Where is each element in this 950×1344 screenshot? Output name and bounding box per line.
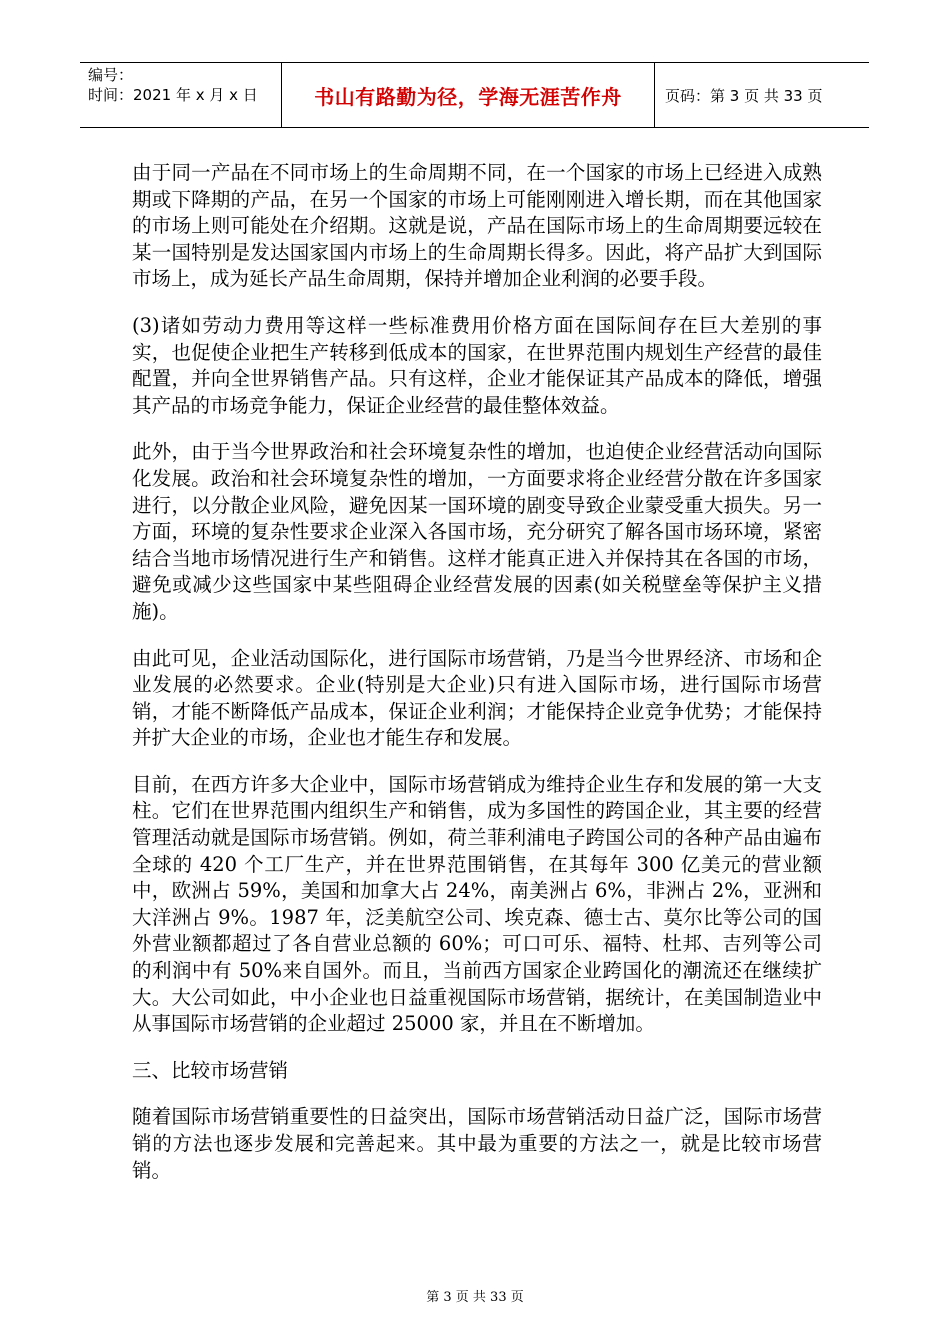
paragraph-6: 随着国际市场营销重要性的日益突出，国际市场营销活动日益广泛，国际市场营销的方法也逐步发展和完善起来。其中最为重要的方法之一，就是比较市场营销。 (132, 1105, 822, 1182)
date-label: 时间：2021 年 x 月 x 日 (88, 86, 258, 104)
page-header (80, 62, 869, 128)
header-meta (80, 63, 282, 127)
paragraph-1: 由于同一产品在不同市场上的生命周期不同，在一个国家的市场上已经进入成熟期或下降期的产品，在另一个国家的市场上可能刚刚进入增长期，而在其他国家的市场上则可能处在介绍期。这就是说，产品在国际市场上的生命周期要远较在某一国特别是发达国家国内市场上的生命周期长得多。因此，将产品扩大到国际市场上，成为延长产品生命周期，保持并增加企业利润的必要手段。 (132, 161, 822, 291)
header-page-label: 页码：第 3 页 共 33 页 (665, 86, 823, 105)
paragraph-2: (3)诸如劳动力费用等这样一些标准费用价格方面在国际间存在巨大差别的事实，也促使企业把生产转移到低成本的国家，在世界范围内规划生产经营的最佳配置，并向全世界销售产品。只有这样，企业才能保证其产品成本的降低，增强其产品的市场竞争能力，保证企业经营的最佳整体效益。 (132, 313, 822, 417)
paragraph-5: 目前，在西方许多大企业中，国际市场营销成为维持企业生存和发展的第一大支柱。它们在世界范围内组织生产和销售，成为多国性的跨国企业，其主要的经营管理活动就是国际市场营销。例如，荷兰菲利浦电子跨国公司的各种产品由遍布全球的 420 个工厂生产，并在世界范围销售，在其每年 300 亿美元的营业额中，欧洲占 59%，美国和加拿大占 24%，南美洲占 6%，非洲占 2%，亚洲和大洋洲占 9%。1987 年，泛美航空公司、埃克森、德士古、莫尔比等公司的国外营业额都超过了各自营业总额的 60%；可口可乐、福特、杜邦、吉列等公司的利润中有 50%来自国外。而且，当前西方国家企业跨国化的潮流还在继续扩大。大公司如此，中小企业也日益重视国际市场营销，据统计，在美国制造业中从事国际市场营销的企业超过 25000 家，并且在不断增加。 (132, 772, 822, 1036)
header-motto: 书山有路勤为径，学海无涯苦作舟 (282, 63, 655, 127)
paragraph-4: 由此可见，企业活动国际化，进行国际市场营销，乃是当今世界经济、市场和企业发展的必然要求。企业(特别是大企业)只有进入国际市场，进行国际市场营销，才能不断降低产品成本，保证企业利润；才能保持企业竞争优势；才能保持并扩大企业的市场，企业也才能生存和发展。 (132, 646, 822, 750)
paragraph-3: 此外，由于当今世界政治和社会环境复杂性的增加，也迫使企业经营活动向国际化发展。政治和社会环境复杂性的增加，一方面要求将企业经营分散在许多国家进行，以分散企业风险，避免因某一国环境的剧变导致企业蒙受重大损失。另一方面，环境的复杂性要求企业深入各国市场，充分研究了解各国市场环境，紧密结合当地市场情况进行生产和销售。这样才能真正进入并保持其在各国的市场，避免或减少这些国家中某些阻碍企业经营发展的因素(如关税壁垒等保护主义措施)。 (132, 440, 822, 623)
document-body (132, 160, 822, 1204)
section-heading: 三、比较市场营销 (132, 1058, 289, 1082)
page-footer: 第 3 页 共 33 页 (426, 1290, 524, 1305)
number-label: 编号： (88, 66, 134, 84)
